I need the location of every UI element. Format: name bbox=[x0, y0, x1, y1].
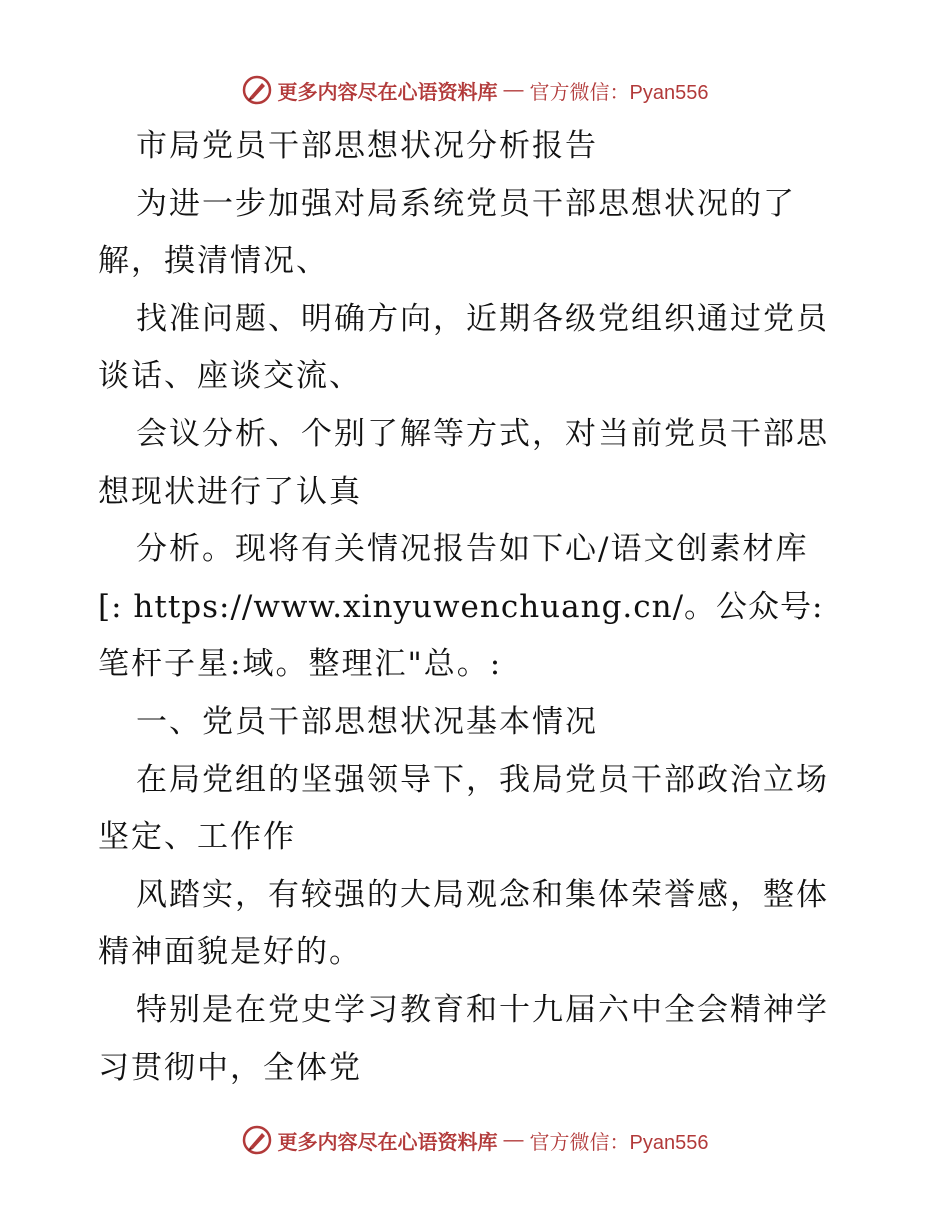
paragraph-line: 习贯彻中，全体党 bbox=[98, 1049, 362, 1086]
paragraph-line: 风踏实，有较强的大局观念和集体荣誉感，整体 bbox=[136, 876, 829, 913]
watermark-main-text: 更多内容尽在心语资料库 bbox=[277, 81, 498, 104]
pen-quill-logo-icon bbox=[242, 1125, 272, 1155]
watermark-main-text: 更多内容尽在心语资料库 bbox=[277, 1131, 498, 1154]
document-title: 市局党员干部思想状况分析报告 bbox=[136, 128, 598, 164]
paragraph-line: 特别是在党史学习教育和十九届六中全会精神学 bbox=[136, 991, 829, 1028]
footer-watermark-banner bbox=[0, 1120, 950, 1160]
paragraph-line: 会议分析、个别了解等方式，对当前党员干部思 bbox=[136, 415, 829, 452]
document-body bbox=[98, 118, 868, 1097]
watermark-separator: — bbox=[503, 78, 524, 101]
header-watermark-banner bbox=[0, 70, 950, 110]
pen-quill-logo-icon bbox=[242, 75, 272, 105]
paragraph-line: 分析。现将有关情况报告如下心/语文创素材库 bbox=[136, 531, 809, 568]
paragraph-line: 坚定、工作作 bbox=[98, 819, 296, 856]
paragraph-line: 找准问题、明确方向，近期各级党组织通过党员 bbox=[136, 300, 829, 337]
section-heading: 一、党员干部思想状况基本情况 bbox=[136, 703, 598, 740]
watermark-content bbox=[242, 1125, 709, 1155]
watermark-wechat-text: 官方微信：Pyan556 bbox=[529, 81, 709, 104]
paragraph-line: 谈话、座谈交流、 bbox=[98, 358, 362, 395]
paragraph-line: 为进一步加强对局系统党员干部思想状况的了 bbox=[136, 185, 796, 222]
paragraph-line: 精神面貌是好的。 bbox=[98, 934, 362, 971]
watermark-separator: — bbox=[503, 1128, 524, 1151]
paragraph-line: 想现状进行了认真 bbox=[98, 473, 362, 510]
watermark-wechat-text: 官方微信：Pyan556 bbox=[529, 1131, 709, 1154]
paragraph-line-url: [: https://www.xinyuwenchuang.cn/。公众号: bbox=[98, 588, 824, 625]
paragraph-line: 解，摸清情况、 bbox=[98, 243, 329, 280]
paragraph-line: 笔杆子星:域。整理汇"总。: bbox=[98, 646, 503, 683]
paragraph-line: 在局党组的坚强领导下，我局党员干部政治立场 bbox=[136, 761, 829, 798]
watermark-content bbox=[242, 75, 709, 105]
